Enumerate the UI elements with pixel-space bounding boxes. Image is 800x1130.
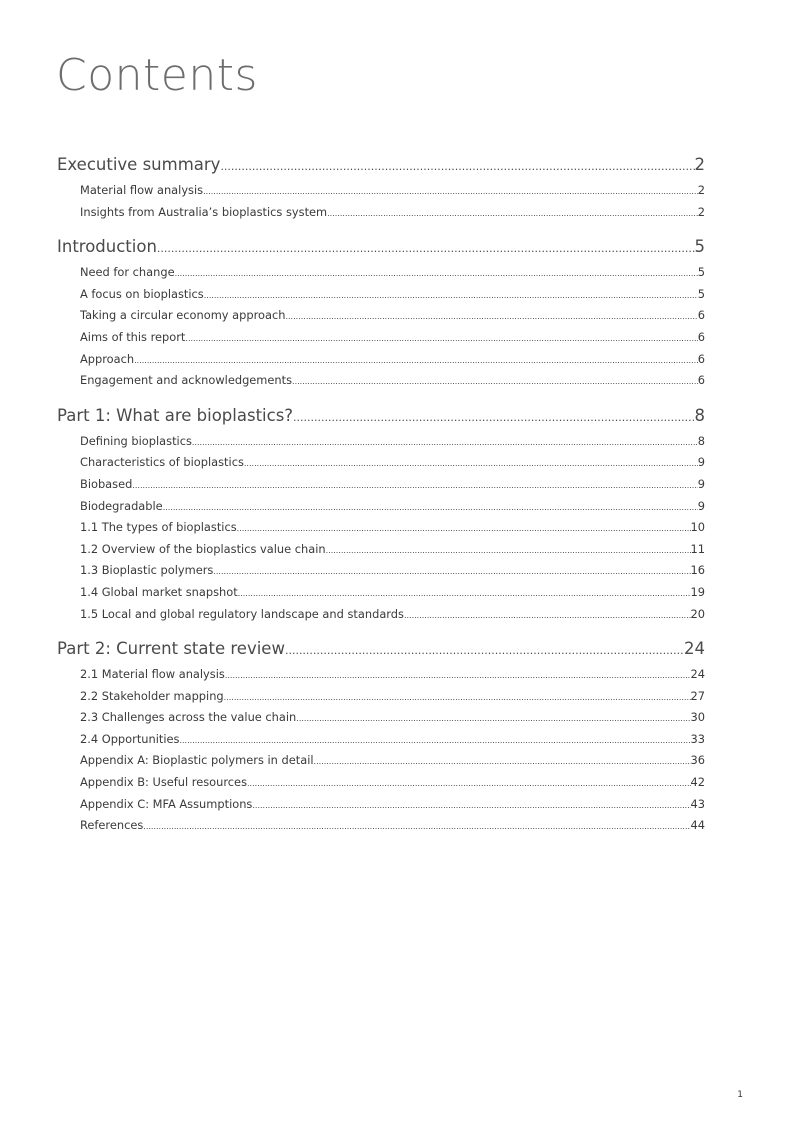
dot-leader <box>285 305 697 327</box>
toc-page-number: 20 <box>690 606 705 621</box>
dot-leader <box>134 349 698 371</box>
toc-subsection-entry[interactable] <box>57 180 705 202</box>
toc-subsection-label: A focus on bioplastics <box>80 286 204 301</box>
toc-subsection-entry[interactable] <box>57 327 705 349</box>
dot-leader <box>404 604 691 626</box>
dot-leader <box>143 815 690 837</box>
dot-leader <box>213 560 690 582</box>
dot-leader <box>132 474 697 496</box>
toc-page-number: 2 <box>697 183 705 197</box>
dot-leader <box>225 664 691 686</box>
toc-page-number: 16 <box>690 563 705 578</box>
toc-subsection-label: Appendix B: Useful resources <box>80 775 248 790</box>
dot-leader <box>185 327 697 349</box>
page-title: Contents <box>56 50 258 101</box>
toc-subsection-entry[interactable] <box>57 729 705 751</box>
toc-subsection-label: 2.1 Material flow analysis <box>80 667 225 682</box>
toc-subsection-label: Biobased <box>80 476 133 491</box>
toc-subsection-label: Appendix C: MFA Assumptions <box>80 796 253 811</box>
toc-page-number: 33 <box>690 731 705 746</box>
toc-subsection-entry[interactable] <box>57 474 705 496</box>
toc-subsection-entry[interactable] <box>57 202 705 224</box>
toc-page-number: 5 <box>697 286 705 301</box>
toc-page-number: 27 <box>690 688 705 703</box>
dot-leader <box>314 750 691 772</box>
page-footer-number: 1 <box>737 1090 743 1100</box>
toc-subsection-label: Biodegradable <box>80 498 163 513</box>
toc-page-number: 11 <box>690 541 705 556</box>
toc-page-number: 2 <box>697 204 705 219</box>
toc-page-number: 8 <box>697 433 705 448</box>
toc-subsection-label: Engagement and acknowledgements <box>80 373 293 388</box>
toc-subsection-label: 1.4 Global market snapshot <box>80 584 238 599</box>
toc-subsection-entry[interactable] <box>57 686 705 708</box>
toc-page-number: 42 <box>690 775 705 790</box>
toc-subsection-entry[interactable] <box>57 349 705 371</box>
toc-subsection-label: Need for change <box>80 265 175 280</box>
toc-page-number: 43 <box>690 796 705 811</box>
dot-leader <box>163 496 698 518</box>
toc-subsection-label: Aims of this report <box>80 329 186 344</box>
toc-subsection-entry[interactable] <box>57 604 705 626</box>
dot-leader <box>296 707 690 729</box>
toc-section-entry[interactable] <box>57 150 705 180</box>
toc-subsection-label: References <box>80 818 144 833</box>
toc-subsection-entry[interactable] <box>57 517 705 539</box>
toc-subsection-label: Insights from Australia’s bioplastics system <box>80 204 328 219</box>
toc-page-number: 2 <box>694 155 705 174</box>
toc-page-number: 6 <box>697 351 705 366</box>
dot-leader <box>252 794 690 816</box>
toc-subsection-entry[interactable] <box>57 539 705 561</box>
toc-subsection-entry[interactable] <box>57 664 705 686</box>
toc-subsection-label: 2.2 Stakeholder mapping <box>80 688 224 703</box>
toc-subsection-entry[interactable] <box>57 707 705 729</box>
toc-page-number: 6 <box>697 308 705 323</box>
toc-subsection-entry[interactable] <box>57 284 705 306</box>
dot-leader <box>204 284 698 306</box>
toc-subsection-label: Taking a circular economy approach <box>80 308 286 323</box>
toc-section-entry[interactable] <box>57 232 705 262</box>
toc-subsection-entry[interactable] <box>57 496 705 518</box>
toc-subsection-entry[interactable] <box>57 582 705 604</box>
toc-section-entry[interactable] <box>57 634 705 664</box>
toc-section-entry[interactable] <box>57 401 705 431</box>
toc-page-number: 9 <box>697 498 705 513</box>
toc-subsection-label: 2.4 Opportunities <box>80 731 180 746</box>
toc-page-number: 9 <box>697 455 705 470</box>
toc-page-number: 24 <box>684 639 705 659</box>
dot-leader <box>247 772 690 794</box>
toc-section-label: Part 1: What are bioplastics? <box>57 405 294 425</box>
dot-leader <box>238 582 691 604</box>
toc-page-number: 6 <box>697 373 705 388</box>
toc-section-label: Part 2: Current state review <box>57 639 285 659</box>
dot-leader <box>292 370 698 392</box>
toc-subsection-entry[interactable] <box>57 431 705 453</box>
toc-subsection-entry[interactable] <box>57 370 705 392</box>
dot-leader <box>175 262 698 284</box>
toc-subsection-entry[interactable] <box>57 262 705 284</box>
toc-page-number: 6 <box>697 329 705 344</box>
dot-leader <box>192 431 698 453</box>
toc-subsection-entry[interactable] <box>57 794 705 816</box>
toc-section-label: Introduction <box>57 237 157 257</box>
table-of-contents <box>57 150 705 837</box>
toc-subsection-label: Material flow analysis <box>80 183 204 197</box>
toc-page-number: 5 <box>694 237 705 257</box>
dot-leader <box>203 180 698 202</box>
toc-subsection-entry[interactable] <box>57 750 705 772</box>
toc-subsection-entry[interactable] <box>57 772 705 794</box>
toc-subsection-entry[interactable] <box>57 560 705 582</box>
dot-leader <box>244 452 698 474</box>
toc-subsection-label: 1.1 The types of bioplastics <box>80 520 237 535</box>
toc-subsection-entry[interactable] <box>57 452 705 474</box>
toc-page-number: 44 <box>690 818 705 833</box>
toc-page-number: 30 <box>690 710 705 725</box>
dot-leader <box>285 634 684 664</box>
toc-page-number: 19 <box>690 584 705 599</box>
toc-subsection-label: 2.3 Challenges across the value chain <box>80 710 297 725</box>
toc-page-number: 10 <box>690 520 705 535</box>
dot-leader <box>293 401 694 431</box>
toc-subsection-entry[interactable] <box>57 815 705 837</box>
dot-leader <box>220 150 694 180</box>
toc-subsection-label: Appendix A: Bioplastic polymers in detail <box>80 753 314 768</box>
toc-page-number: 36 <box>690 753 705 768</box>
toc-page-number: 24 <box>690 667 705 682</box>
toc-subsection-label: 1.5 Local and global regulatory landscape and standards <box>80 606 404 621</box>
toc-subsection-label: Characteristics of bioplastics <box>80 455 244 470</box>
toc-section-label: Executive summary <box>57 155 221 174</box>
toc-page-number: 8 <box>694 405 705 425</box>
dot-leader <box>157 232 695 262</box>
toc-page-number: 5 <box>697 265 705 280</box>
dot-leader <box>237 517 691 539</box>
dot-leader <box>327 202 698 224</box>
dot-leader <box>179 729 690 751</box>
dot-leader <box>326 539 691 561</box>
toc-subsection-label: Approach <box>80 351 135 366</box>
toc-subsection-entry[interactable] <box>57 305 705 327</box>
toc-subsection-label: Defining bioplastics <box>80 433 192 448</box>
dot-leader <box>224 686 691 708</box>
toc-subsection-label: 1.2 Overview of the bioplastics value chain <box>80 541 326 556</box>
toc-page-number: 9 <box>697 476 705 491</box>
toc-subsection-label: 1.3 Bioplastic polymers <box>80 563 214 578</box>
